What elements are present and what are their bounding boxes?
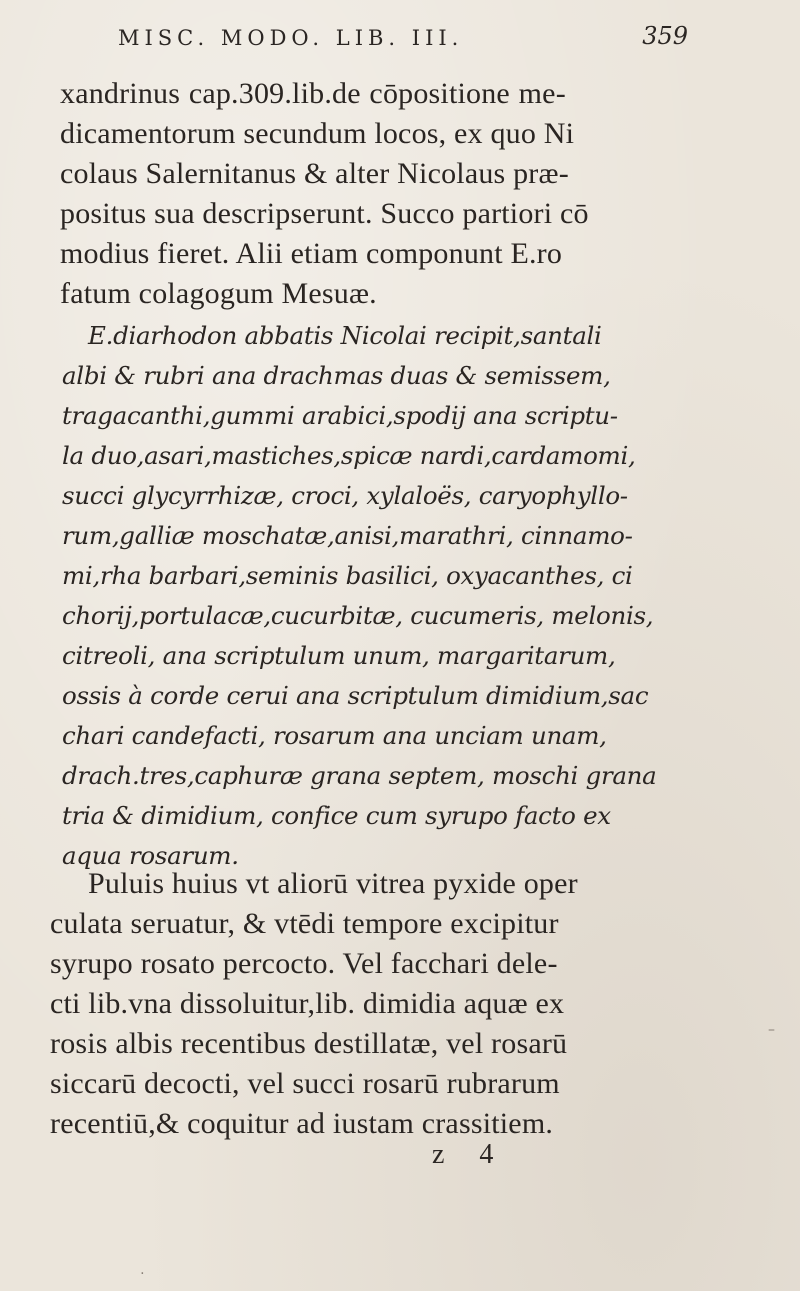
text-line: chorij,portulacæ,cucurbitæ, cucumeris, melonis, — [62, 601, 654, 630]
running-head: MISC. MODO. LIB. III. — [118, 26, 464, 50]
text-line: la duo,asari,mastiches,spicæ nardi,cardamomi, — [62, 441, 636, 470]
text-line: chari candefacti, rosarum ana unciam unam, — [62, 721, 607, 750]
text-line: Puluis huius vt aliorū vitrea pyxide oper — [88, 867, 578, 900]
text-line: tragacanthi,gummi arabici,spodij ana scriptu- — [62, 401, 618, 430]
text-line: albi & rubri ana drachmas duas & semissem, — [62, 361, 611, 390]
text-line: E.diarhodon abbatis Nicolai recipit,santali — [88, 321, 602, 350]
text-line: positus sua descripserunt. Succo partiori cō — [60, 197, 589, 230]
text-line: ossis à corde cerui ana scriptulum dimidium,sac — [62, 681, 649, 710]
page-header — [118, 22, 688, 62]
signature-mark: z 4 — [432, 1139, 508, 1170]
text-line: syrupo rosato percocto. Vel facchari dele- — [50, 947, 558, 980]
text-line: rum,galliæ moschatæ,anisi,marathri, cinnamo- — [62, 521, 633, 550]
text-line: recentiū,& coquitur ad iustam crassitiem. — [50, 1107, 554, 1140]
text-line: xandrinus cap.309.lib.de cōpositione me- — [60, 77, 566, 110]
text-line: fatum colagogum Mesuæ. — [60, 277, 377, 310]
text-line: culata seruatur, & vtēdi tempore excipitur — [50, 907, 559, 940]
text-line: modius fieret. Alii etiam componunt E.ro — [60, 237, 563, 270]
paragraph-3 — [50, 864, 630, 1144]
text-line: dicamentorum secundum locos, ex quo Ni — [60, 117, 575, 150]
margin-tick-icon: ․ — [140, 1262, 145, 1278]
text-line: drach.tres,caphuræ grana septem, moschi grana — [62, 761, 657, 790]
text-line: mi,rha barbari,seminis basilici, oxyacanthes, ci — [62, 561, 633, 590]
margin-tick-icon: – — [768, 1022, 775, 1038]
text-line: succi glycyrrhizæ, croci, xylaloës, caryophyllo- — [62, 481, 628, 510]
page-number: 359 — [642, 22, 688, 50]
text-line: siccarū decocti, vel succi rosarū rubrarum — [50, 1067, 560, 1100]
text-line: colaus Salernitanus & alter Nicolaus præ- — [60, 157, 569, 190]
text-line: rosis albis recentibus destillatæ, vel rosarū — [50, 1027, 568, 1060]
paragraph-1 — [50, 74, 630, 314]
text-line: aqua rosarum. — [62, 841, 239, 870]
text-line: tria & dimidium, confice cum syrupo facto ex — [62, 801, 611, 830]
text-line: citreoli, ana scriptulum unum, margaritarum, — [62, 641, 616, 670]
text-line: cti lib.vna dissoluitur,lib. dimidia aquæ ex — [50, 987, 565, 1020]
paragraph-2 — [50, 316, 657, 876]
